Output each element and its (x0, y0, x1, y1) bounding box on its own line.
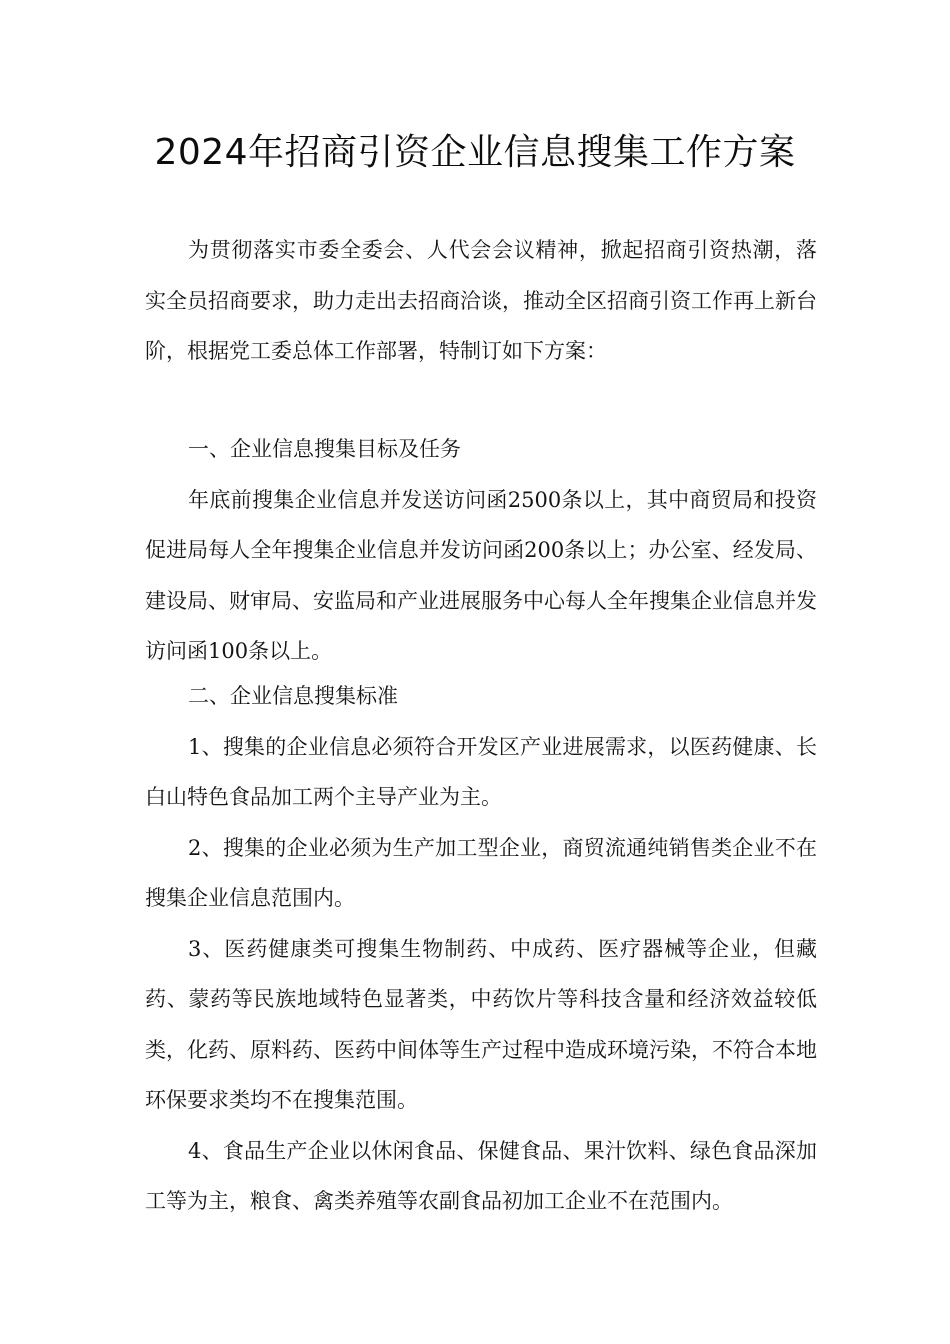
section-1-paragraph: 年底前搜集企业信息并发送访问函2500条以上，其中商贸局和投资促进局每人全年搜集企业信息并发访问函200条以上；办公室、经发局、建设局、财审局、安监局和产业进展服务中心每人全年搜集企业信息并发访问函100条以上。 (145, 487, 817, 663)
document-title: 2024年招商引资企业信息搜集工作方案 (154, 132, 796, 173)
intro-block (145, 225, 817, 377)
section-2-heading: 二、企业信息搜集标准 (188, 684, 398, 708)
section-2-item-1: 1、搜集的企业信息必须符合开发区产业进展需求，以医药健康、长白山特色食品加工两个主导产业为主。 (145, 734, 817, 809)
section-1 (145, 424, 817, 677)
section-2 (145, 671, 817, 1227)
section-1-heading: 一、企业信息搜集目标及任务 (188, 437, 461, 461)
section-2-item-2: 2、搜集的企业必须为生产加工型企业，商贸流通纯销售类企业不在搜集企业信息范围内。 (145, 835, 817, 910)
section-2-item-4: 4、食品生产企业以休闲食品、保健食品、果汁饮料、绿色食品深加工等为主，粮食、禽类养殖等农副食品初加工企业不在范围内。 (145, 1138, 817, 1213)
section-2-item-3: 3、医药健康类可搜集生物制药、中成药、医疗器械等企业，但藏药、蒙药等民族地域特色显著类，中药饮片等科技含量和经济效益较低类，化药、原料药、医药中间体等生产过程中造成环境污染，不符合本地环保要求类均不在搜集范围。 (145, 936, 817, 1112)
intro-paragraph: 为贯彻落实市委全委会、人代会会议精神，掀起招商引资热潮，落实全员招商要求，助力走出去招商洽谈，推动全区招商引资工作再上新台阶，根据党工委总体工作部署，特制订如下方案： (145, 238, 817, 363)
